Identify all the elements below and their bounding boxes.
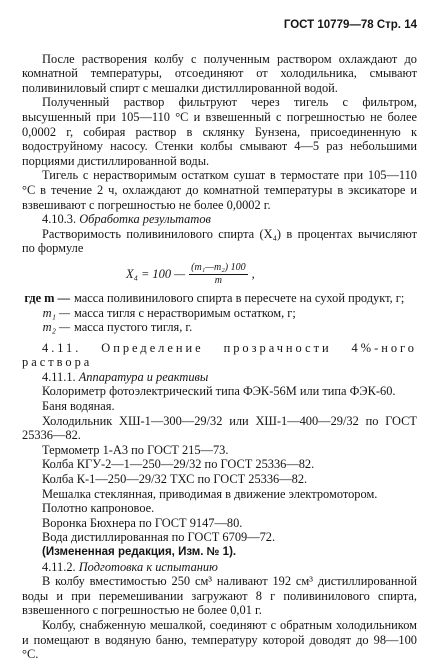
definition-row (22, 291, 417, 306)
paragraph-1: После растворения колбу с полученным раствором охлаждают до комнатной температуры, отсоединяют от холодильника, смывают поливиниловый спирт с мешалки дистиллированной водой. (22, 51, 417, 95)
definition-term: m₁ — (42, 305, 70, 320)
apparatus-item: Вода дистиллированная по ГОСТ 6709—72. (42, 530, 276, 545)
apparatus-item: Колориметр фотоэлектрический типа ФЭК-56М или типа ФЭК-60. (42, 384, 396, 399)
apparatus-item: Мешалка стеклянная, приводимая в движение электромотором. (42, 486, 378, 501)
formula-denominator: m (214, 274, 222, 286)
definition-text: масса пустого тигля, г. (74, 320, 193, 335)
section-4-11-2-title: Подготовка к испытанию (78, 559, 218, 574)
paragraph-6: Колбу, снабженную мешалкой, соединяют с обратным холодильником и помещают в водяную баню, температуру которой доводят до 98—100 °C. (22, 617, 417, 662)
definition-text: масса поливинилового спирта в пересчете на сухой продукт, г; (74, 290, 405, 305)
section-4-11-2-number: 4.11.2. (42, 559, 76, 574)
formula-fraction (189, 262, 247, 287)
section-4-11-1-title: Аппаратура и реактивы (78, 369, 209, 384)
formula-numerator: (m₁—m₂) 100 (191, 261, 246, 273)
formula-definitions (22, 291, 417, 335)
section-4-10-3-number: 4.10.3. (42, 212, 77, 227)
section-4-11-1-heading (22, 370, 417, 385)
formula-lhs: X₄ = 100 — (126, 267, 186, 282)
section-4-11-heading: 4.11. Определение прозрачности 4%-ного раствора (22, 340, 417, 370)
apparatus-item: Полотно капроновое. (42, 501, 155, 516)
apparatus-item: Холодильник ХШ-1—300—29/32 или ХШ-1—400—29/32 по ГОСТ 25336—82. (22, 413, 417, 443)
paragraph-4: Растворимость поливинилового спирта (X₄) в процентах вычисляют по формуле (22, 226, 417, 256)
apparatus-item: Баня водяная. (42, 399, 115, 414)
paragraph-3: Тигель с нерастворимым остатком сушат в термостате при 105—110 °C в течение 2 ч, охлаждают до комнатной температуры в эксикаторе и взвешивают с погрешностью не более 0,0002 г. (22, 168, 417, 212)
document-page (22, 18, 417, 662)
definition-row (22, 306, 417, 321)
apparatus-item: Термометр 1-А3 по ГОСТ 215—73. (42, 442, 229, 457)
section-4-11-2-heading (22, 560, 417, 575)
section-4-10-3-title: Обработка результатов (79, 212, 211, 227)
formula-tail: , (251, 267, 255, 282)
definition-term: где m — (24, 290, 70, 305)
definition-text: масса тигля с нерастворимым остатком, г; (74, 305, 296, 320)
definition-term: m₂ — (42, 320, 70, 335)
section-4-10-3-heading (22, 212, 417, 227)
amendment-note: (Измененная редакция, Изм. № 1). (42, 546, 237, 558)
apparatus-item: Воронка Бюхнера по ГОСТ 9147—80. (42, 515, 243, 530)
definition-row (22, 320, 417, 335)
section-4-11-1-number: 4.11.1. (42, 369, 76, 384)
paragraph-2: Полученный раствор фильтруют через тигель с фильтром, высушенный при 105—110 °C и взвешенный с погрешностью не более 0,0002 г, собирая раствор в склянку Бунзена, присоединенную к водоструйному насосу. Стенки колбы смывают 4—5 раз небольшими порциями дистиллированной воды. (22, 95, 417, 168)
paragraph-5: В колбу вместимостью 250 см³ наливают 192 см³ дистиллированной воды и при перемешивании загружают 8 г поливинилового спирта, взвешенного с погрешностью не более 0,01 г. (22, 574, 417, 618)
solubility-formula (126, 262, 417, 287)
apparatus-item: Колба К-1—250—29/32 ТХС по ГОСТ 25336—82. (42, 472, 308, 487)
apparatus-item: Колба КГУ-2—1—250—29/32 по ГОСТ 25336—82. (42, 457, 315, 472)
page-header: ГОСТ 10779—78 Стр. 14 (283, 19, 417, 31)
